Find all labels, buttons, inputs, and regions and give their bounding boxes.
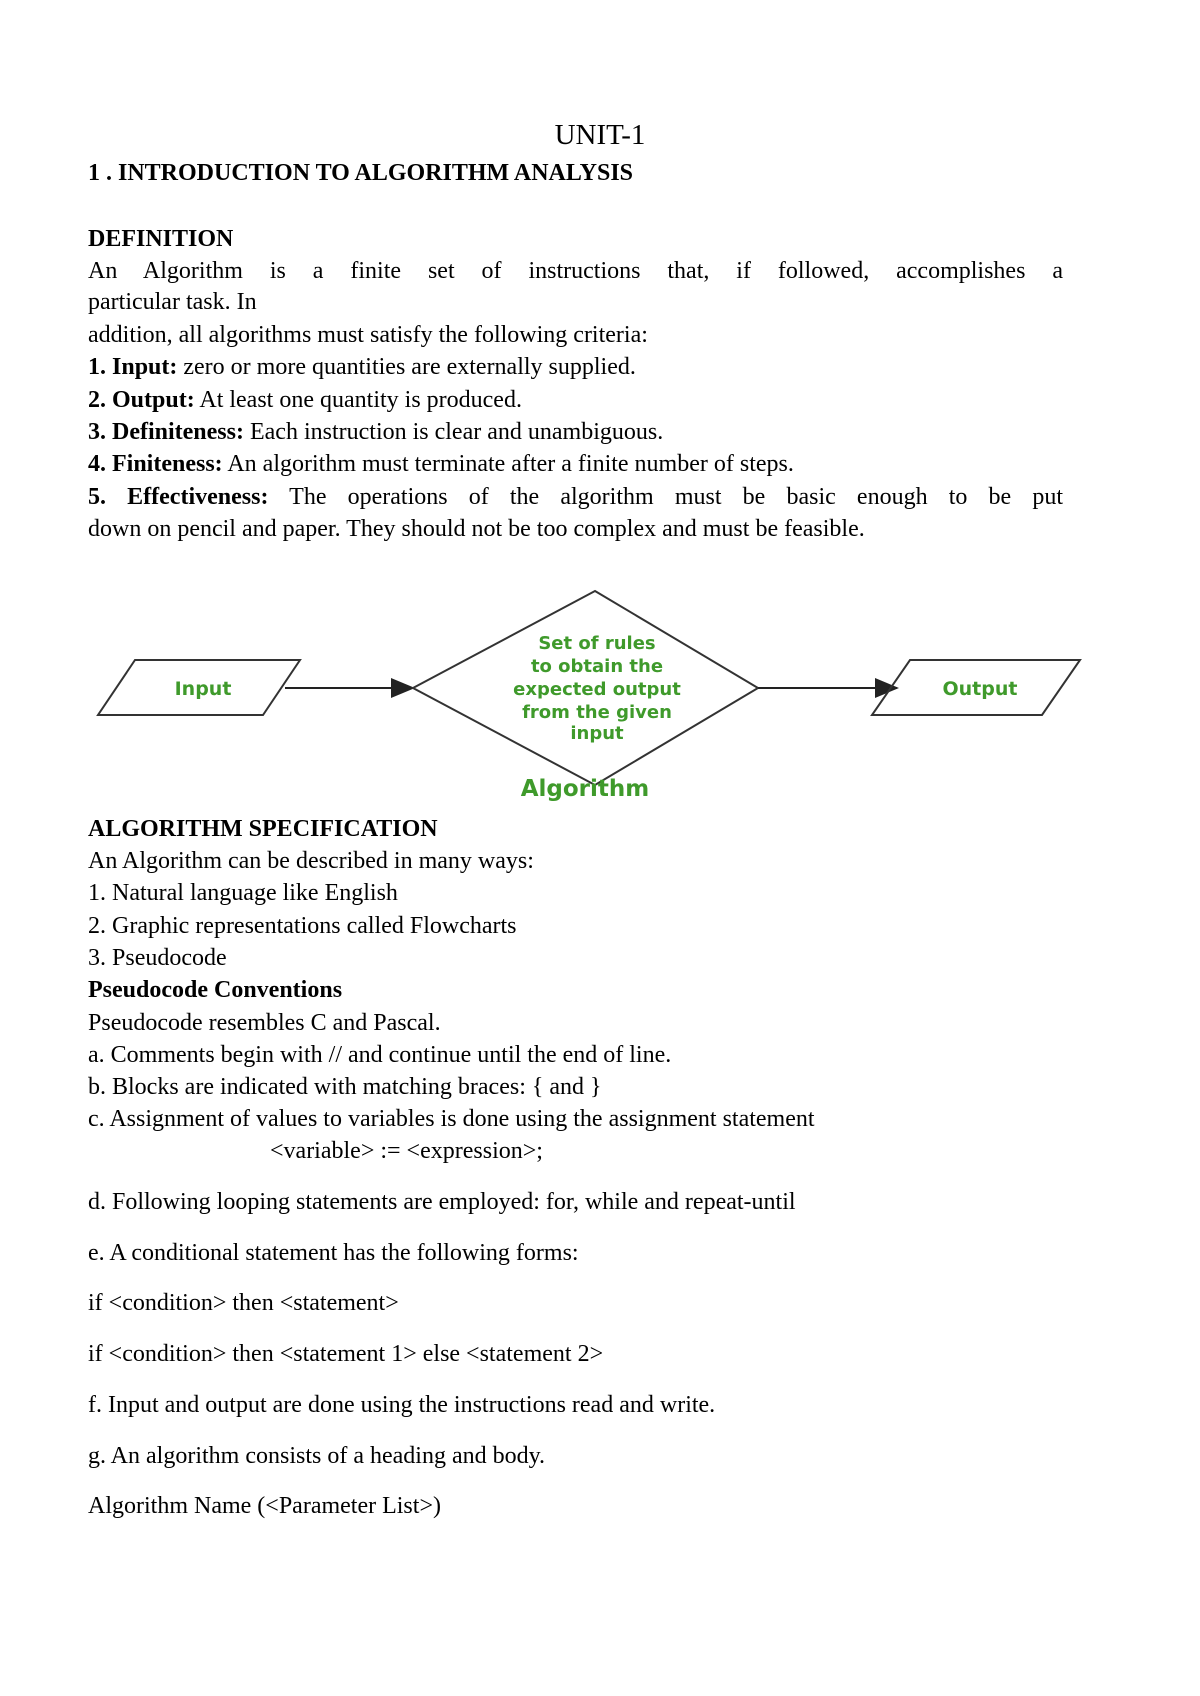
rules-line-2: to obtain the [530,656,664,677]
conditional-form-2: if <condition> then <statement 1> else <statement 2> [88,1341,604,1367]
specification-heading: ALGORITHM SPECIFICATION [88,816,438,842]
criteria-item-effectiveness-cont: down on pencil and paper. They should not be too complex and must be feasible. [88,516,865,542]
algorithm-caption: Algorithm [520,776,650,802]
chapter-heading: 1 . INTRODUCTION TO ALGORITHM ANALYSIS [88,160,634,186]
pseudocode-heading: Pseudocode Conventions [88,977,343,1003]
convention-d: d. Following looping statements are employed: for, while and repeat-until [88,1189,796,1215]
rules-line-3: expected output [513,679,681,700]
criteria-item-output: 2. Output: At least one quantity is produced. [88,387,522,413]
specification-way: 3. Pseudocode [88,945,227,971]
definition-text-line3: addition, all algorithms must satisfy the following criteria: [88,322,648,348]
unit-title: UNIT-1 [554,119,646,151]
convention-g: g. An algorithm consists of a heading and body. [88,1443,546,1469]
conditional-form-1: if <condition> then <statement> [88,1290,399,1316]
input-label: Input [174,678,232,700]
rules-line-5: input [570,723,624,744]
criteria-item-definiteness: 3. Definiteness: Each instruction is clear and unambiguous. [88,419,664,445]
convention-a: a. Comments begin with // and continue until the end of line. [88,1042,672,1068]
criteria-item-input: 1. Input: zero or more quantities are externally supplied. [88,354,636,380]
criteria-item-effectiveness: 5. Effectiveness: The operations of the algorithm must be basic enough to be put [88,484,1064,510]
convention-f: f. Input and output are done using the instructions read and write. [88,1392,716,1418]
assignment-syntax: <variable> := <expression>; [270,1138,543,1164]
definition-text-line1: An Algorithm is a finite set of instructions that, if followed, accomplishes a [88,258,1063,284]
convention-b: b. Blocks are indicated with matching braces: { and } [88,1074,602,1100]
pseudocode-intro: Pseudocode resembles C and Pascal. [88,1010,441,1036]
output-label: Output [942,678,1018,700]
convention-c: c. Assignment of values to variables is done using the assignment statement [88,1106,815,1132]
specification-intro: An Algorithm can be described in many ways: [88,848,534,874]
algorithm-diagram [95,588,1085,808]
specification-way: 1. Natural language like English [88,880,398,906]
rules-line-1: Set of rules [538,633,656,654]
definition-text-line2: particular task. In [88,289,257,315]
algorithm-heading-syntax: Algorithm Name (<Parameter List>) [88,1493,441,1519]
definition-heading: DEFINITION [88,226,234,252]
criteria-item-finiteness: 4. Finiteness: An algorithm must terminate after a finite number of steps. [88,451,794,477]
rules-line-4: from the given [522,702,672,723]
convention-e: e. A conditional statement has the following forms: [88,1240,579,1266]
specification-way: 2. Graphic representations called Flowcharts [88,913,517,939]
